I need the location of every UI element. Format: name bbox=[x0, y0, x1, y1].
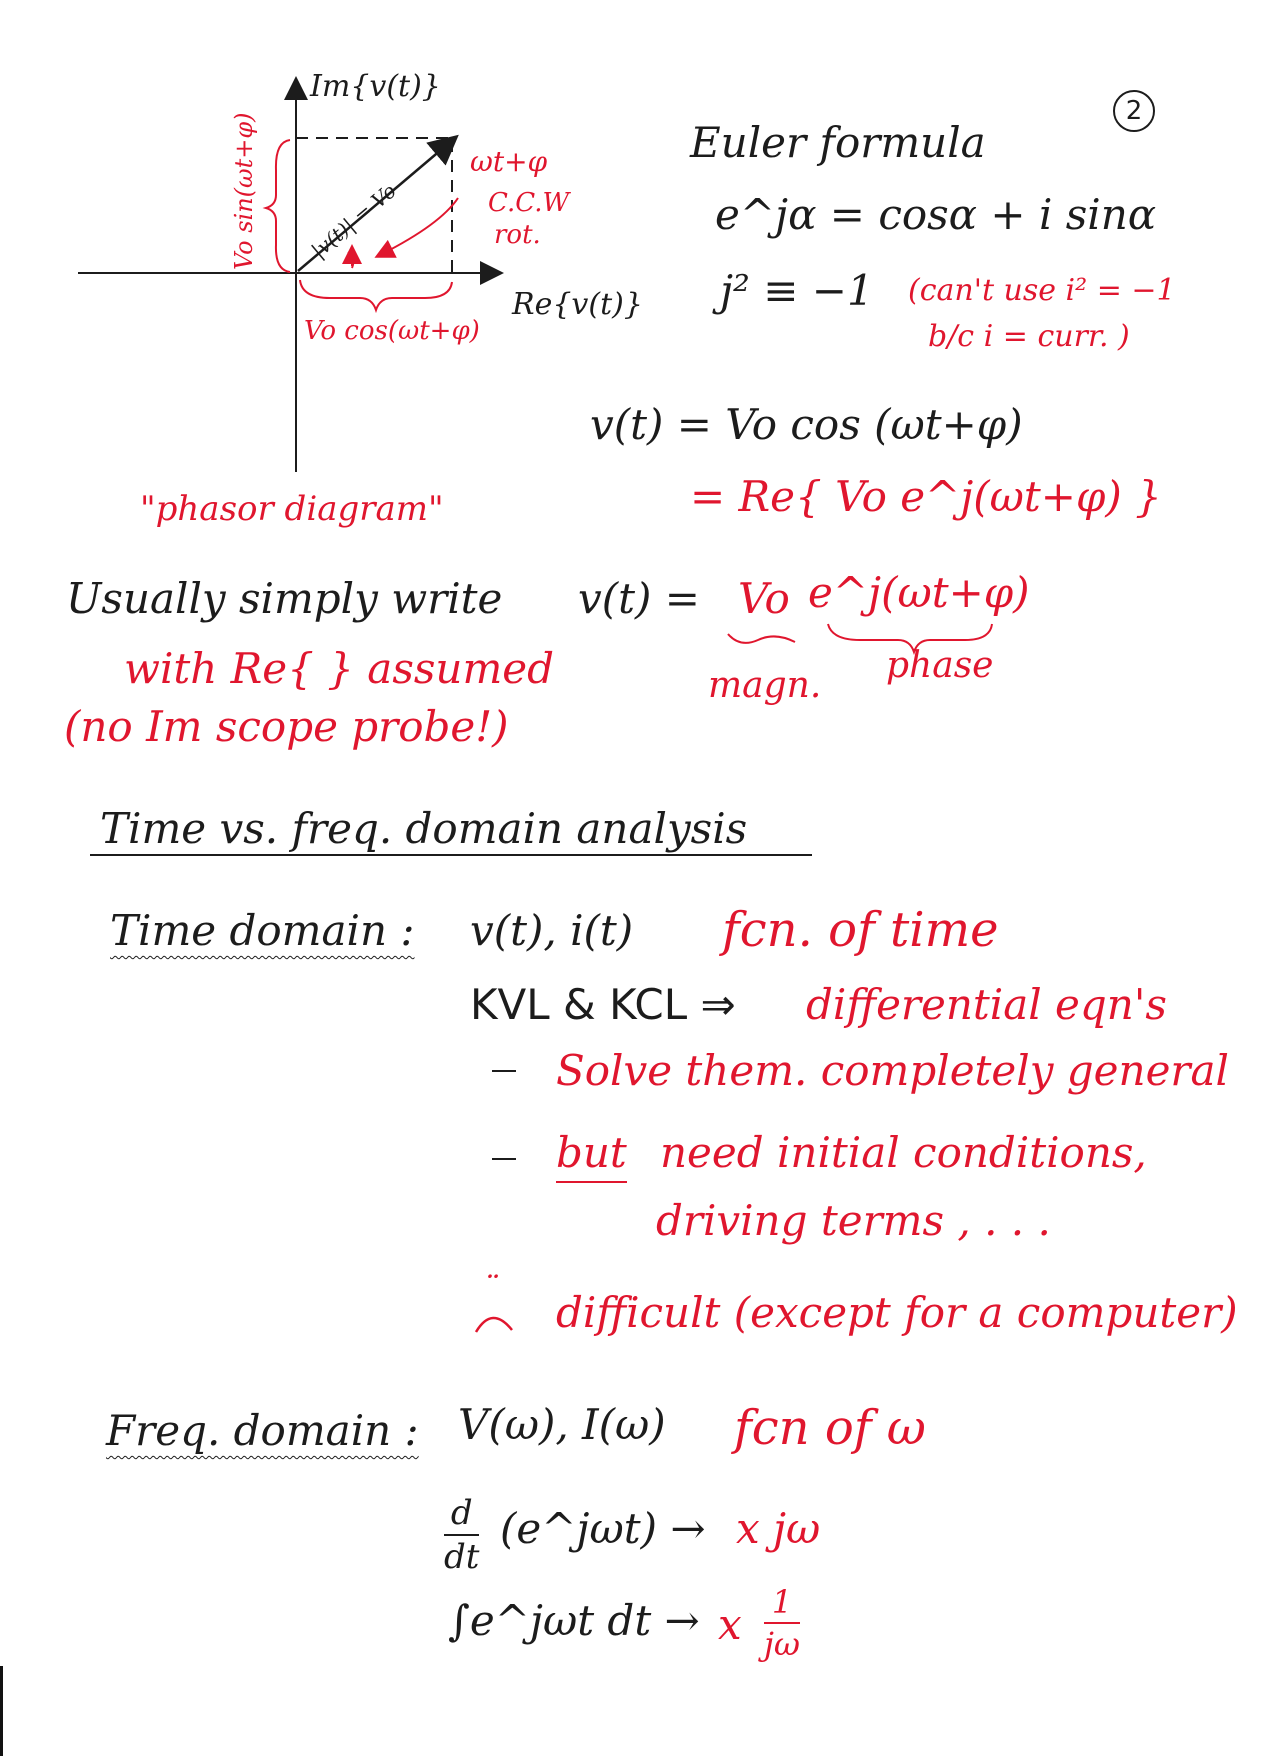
integral-fraction bbox=[764, 1583, 801, 1663]
time-domain-line2-red: differential eqn's bbox=[806, 980, 1167, 1029]
integral-expression: ∫e^jωt dt → bbox=[448, 1596, 700, 1645]
freq-domain-line1-black: V(ω), I(ω) bbox=[458, 1400, 666, 1449]
im-axis-label: Im{v(t)} bbox=[310, 69, 441, 104]
re-axis-label: Re{v(t)} bbox=[512, 287, 643, 322]
usually-vo: Vo bbox=[738, 574, 790, 623]
derivative-denominator: dt bbox=[444, 1537, 480, 1577]
time-domain-bullet-1: Solve them. completely general bbox=[556, 1046, 1229, 1095]
vcos-label: Vo cos(ωt+φ) bbox=[304, 316, 480, 346]
frown-eyes: ¨ bbox=[482, 1269, 498, 1307]
time-domain-bullet-2-cont: driving terms , . . . bbox=[656, 1196, 1051, 1245]
angle-label-2: C.C.W bbox=[488, 188, 570, 218]
derivative-expression: (e^jωt) → bbox=[500, 1504, 706, 1553]
usually-note-2: (no Im scope probe!) bbox=[64, 702, 509, 751]
diagram-caption: "phasor diagram" bbox=[140, 489, 444, 529]
time-domain-label: Time domain : bbox=[110, 906, 415, 955]
euler-note-1: (can't use i² = −1 bbox=[908, 273, 1176, 308]
usually-note-1: with Re{ } assumed bbox=[124, 644, 555, 693]
angle-label-1: ωt+φ bbox=[470, 145, 548, 178]
time-domain-bullet-2-under: but bbox=[556, 1132, 627, 1174]
euler-formula: e^jα = cosα + i sinα bbox=[715, 190, 1157, 239]
freq-domain-line1-red: fcn of ω bbox=[734, 1400, 926, 1456]
euler-heading: Euler formula bbox=[690, 118, 986, 167]
vt-line-2: = Re{ Vo e^j(ωt+φ) } bbox=[690, 472, 1162, 521]
vsin-label: Vo sin(ωt+φ) bbox=[230, 112, 258, 270]
integral-numerator: 1 bbox=[771, 1583, 793, 1621]
derivative-fraction bbox=[444, 1493, 480, 1577]
time-domain-line2-black: KVL & KCL ⇒ bbox=[470, 980, 736, 1029]
time-domain-bullet-2-rest: need initial conditions, bbox=[660, 1128, 1147, 1177]
magnitude-label: |v(t)| = Vo bbox=[306, 178, 401, 263]
usually-equation: v(t) = bbox=[578, 574, 700, 623]
page-number: 2 bbox=[1113, 90, 1155, 132]
freq-domain-label: Freq. domain : bbox=[106, 1406, 419, 1455]
time-domain-line1-black: v(t), i(t) bbox=[470, 906, 634, 955]
magn-label: magn. bbox=[708, 665, 822, 706]
usually-exp: e^j(ωt+φ) bbox=[808, 568, 1030, 617]
derivative-result: x jω bbox=[736, 1504, 821, 1553]
j-definition: j² ≡ −1 bbox=[720, 266, 874, 315]
euler-note-2: b/c i = curr. ) bbox=[928, 319, 1130, 354]
vt-line-1: v(t) = Vo cos (ωt+φ) bbox=[590, 400, 1023, 449]
integral-denominator: jω bbox=[764, 1625, 801, 1663]
phase-label: phase bbox=[886, 645, 994, 686]
section-title: Time vs. freq. domain analysis bbox=[100, 804, 748, 853]
angle-label-3: rot. bbox=[494, 220, 541, 250]
time-domain-difficult: difficult (except for a computer) bbox=[556, 1288, 1238, 1337]
usually-text: Usually simply write bbox=[66, 574, 503, 623]
time-domain-line1-red: fcn. of time bbox=[722, 902, 999, 958]
scan-edge bbox=[0, 1666, 3, 1756]
integral-times: x bbox=[718, 1600, 742, 1649]
derivative-numerator: d bbox=[450, 1493, 473, 1533]
